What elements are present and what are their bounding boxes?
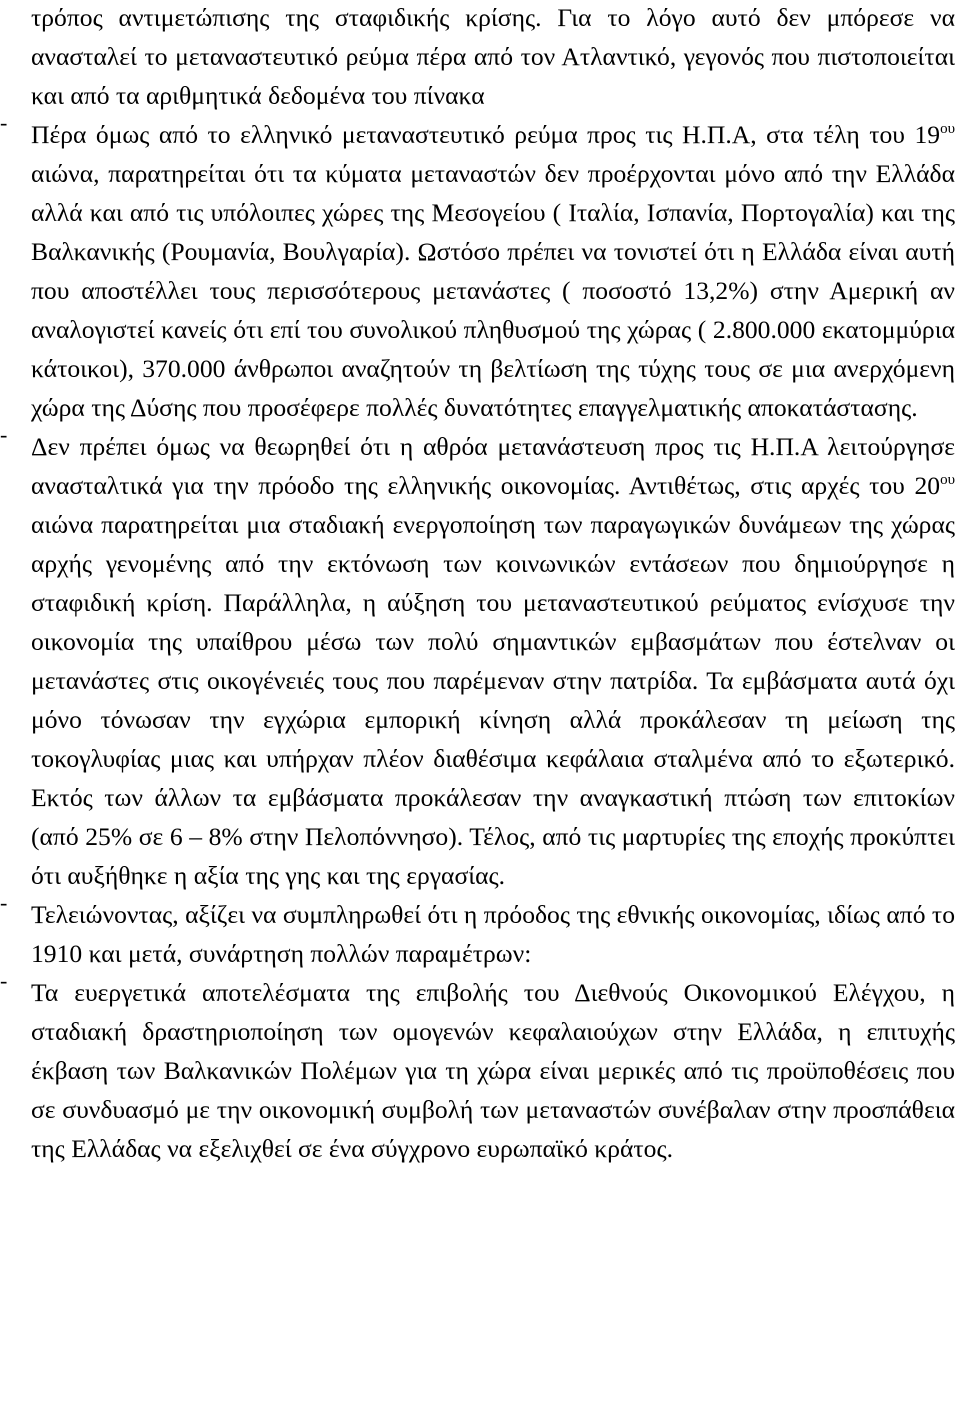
paragraph-text-part1: Πέρα όμως από το ελληνικό μεταναστευτικό ρεύμα προς τις Η.Π.Α, στα τέλη του 19 <box>31 120 941 149</box>
bullet-dash: - <box>0 968 8 993</box>
bullet-paragraph-economy-effects <box>0 422 955 895</box>
paragraph-text: Τα ευεργετικά αποτελέσματα της επιβολής του Διεθνούς Οικονομικού Ελέγχου, η σταδιακή δραστηριοποίηση των ομογενών κεφαλαιούχων στην Ελλάδα, η επιτυχής έκβαση των Βαλκανικών Πολέμων για τη χώρα είναι μερικές από τις προϋποθέσεις που σε συνδυασμό με την οικονομική συμβολή των μεταναστών συνέβαλαν στην προσπάθεια της Ελλάδας να εξελιχθεί σε ένα σύγχρονο ευρωπαϊκό κράτος. <box>31 978 955 1163</box>
paragraph-text-part1: Δεν πρέπει όμως να θεωρηθεί ότι η αθρόα μετανάστευση προς τις Η.Π.Α λειτούργησε ανασταλτικά για την πρόοδο της ελληνικής οικονομίας. Αντιθέτως, στις αρχές του 20 <box>31 432 955 500</box>
bullet-paragraph-factors <box>0 968 955 1168</box>
bullet-dash: - <box>0 890 8 915</box>
paragraph-text: Τελειώνοντας, αξίζει να συμπληρωθεί ότι η πρόοδος της εθνικής οικονομίας, ιδίως από το 1910 και μετά, συνάρτηση πολλών παραμέτρων: <box>31 900 955 968</box>
paragraph-text-part2: αιώνα παρατηρείται μια σταδιακή ενεργοποίηση των παραγωγικών δυνάμεων της χώρας αρχής γενομένης από την εκτόνωση των κοινωνικών εντάσεων που δημιούργησε η σταφιδική κρίση. Παράλληλα, η αύξηση του μεταναστευτικού ρεύματος ενίσχυσε την οικονομία της υπαίθρου μέσω των πολύ σημαντικών εμβασμάτων που έστελναν οι μετανάστες στις οικογένειές τους που παρέμεναν στην πατρίδα. Τα εμβάσματα αυτά όχι μόνο τόνωσαν την εγχώρια εμπορική κίνηση αλλά προκάλεσαν τη μείωση της τοκογλυφίας μιας και υπήρχαν πλέον διαθέσιμα κεφάλαια σταλμένα από το εξωτερικό. Εκτός των άλλων τα εμβάσματα προκάλεσαν την αναγκαστική πτώση των επιτοκίων (από 25% σε 6 – 8% στην Πελοπόννησο). Τέλος, από τις μαρτυρίες της εποχής προκύπτει ότι αυξήθηκε η αξία της γης και της εργασίας. <box>31 510 955 890</box>
bullet-dash: - <box>0 422 8 447</box>
paragraph-text-part2: αιώνα, παρατηρείται ότι τα κύματα μεταναστών δεν προέρχονται μόνο από την Ελλάδα αλλά και από τις υπόλοιπες χώρες της Μεσογείου ( Ιταλία, Ισπανία, Πορτογαλία) και της Βαλκανικής (Ρουμανία, Βουλγαρία). Ωστόσο πρέπει να τονιστεί ότι η Ελλάδα είναι αυτή που αποστέλλει τους περισσότερους μετανάστες ( ποσοστό 13,2%) στην Αμερική αν αναλογιστεί κανείς ότι επί του συνολικού πληθυσμού της χώρας ( 2.800.000 εκατομμύρια κάτοικοι), 370.000 άνθρωποι αναζητούν τη βελτίωση της τύχης τους σε μια ανερχόμενη χώρα της Δύσης που προσέφερε πολλές δυνατότητες επαγγελματικής αποκατάστασης. <box>31 159 955 422</box>
bullet-paragraph-conclusion <box>0 890 955 973</box>
superscript-ordinal: ου <box>940 121 955 137</box>
bullet-paragraph-migration-flows <box>0 110 955 427</box>
paragraph-text: τρόπος αντιμετώπισης της σταφιδικής κρίσης. Για το λόγο αυτό δεν μπόρεσε να ανασταλεί το μεταναστευτικό ρεύμα πέρα από τον Ατλαντικό, γεγονός που πιστοποιείται και από τα αριθμητικά δεδομένα του πίνακα <box>31 3 955 110</box>
paragraph-continuation <box>31 0 955 115</box>
superscript-ordinal: ου <box>940 472 955 488</box>
bullet-dash: - <box>0 110 8 135</box>
